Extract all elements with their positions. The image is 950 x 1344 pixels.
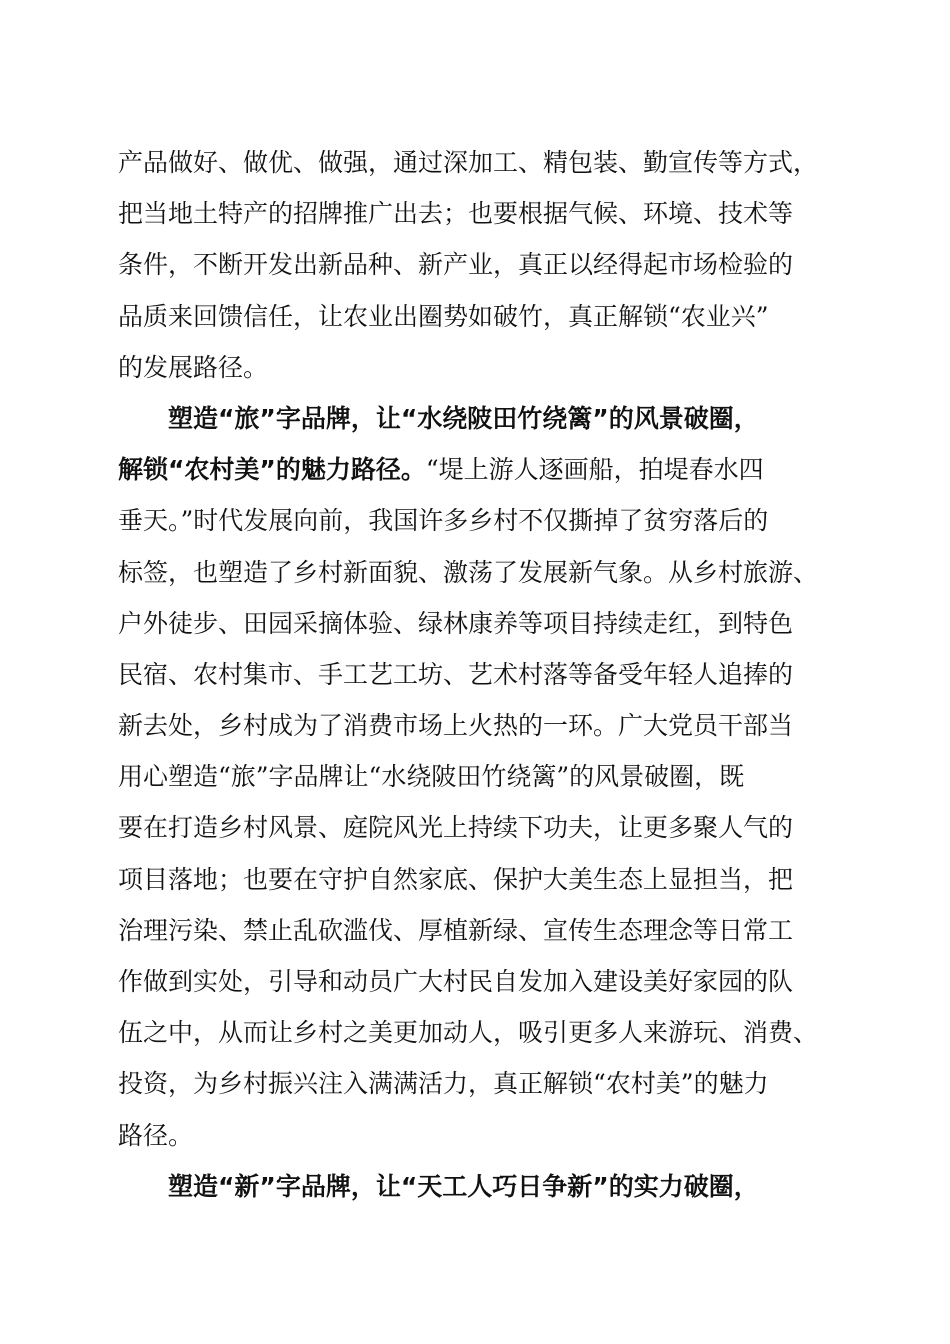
- section-heading-travel: 塑造“旅”字品牌，让“水绕陂田竹绕篱”的风景破圈，: [168, 403, 759, 433]
- paragraph-line: 路径。: [118, 1120, 194, 1150]
- paragraph-line: 用心塑造“旅”字品牌让“水绕陂田竹绕篱”的风景破圈，既: [118, 762, 745, 792]
- paragraph-line: 产品做好、做优、做强，通过深加工、精包装、勤宣传等方式，: [118, 148, 819, 177]
- quote-text: “堤上游人逐画船，拍堤春水四: [425, 455, 764, 485]
- paragraph-line: 新去处，乡村成为了消费市场上火热的一环。广大党员干部当: [118, 711, 794, 741]
- paragraph-line: 的发展路径。: [118, 352, 269, 382]
- paragraph-line: 治理污染、禁止乱砍滥伐、厚植新绿、宣传生态理念等日常工: [118, 915, 794, 945]
- paragraph-line: 投资，为乡村振兴注入满满活力，真正解锁“农村美”的魅力: [118, 1069, 769, 1099]
- paragraph-line: 作做到实处，引导和动员广大村民自发加入建设美好家园的队: [118, 967, 794, 996]
- paragraph-line: 把当地土特产的招牌推广出去；也要根据气候、环境、技术等: [118, 199, 794, 229]
- paragraph-line-mixed: [118, 444, 838, 495]
- paragraph-line: 标签，也塑造了乡村新面貌、激荡了发展新气象。从乡村旅游、: [118, 557, 819, 587]
- section-heading-travel-continued: 解锁“农村美”的魅力路径。: [118, 455, 426, 485]
- paragraph-line: 项目落地；也要在守护自然家底、保护大美生态上显担当，把: [118, 864, 794, 894]
- paragraph-line: 要在打造乡村风景、庭院风光上持续下功夫，让更多聚人气的: [118, 813, 794, 843]
- section-heading-new: 塑造“新”字品牌，让“天工人巧日争新”的实力破圈，: [168, 1171, 759, 1201]
- article-body: [118, 137, 838, 1212]
- paragraph-line: 民宿、农村集市、手工艺工坊、艺术村落等备受年轻人追捧的: [118, 659, 794, 689]
- paragraph-line: 条件，不断开发出新品种、新产业，真正以经得起市场检验的: [118, 250, 794, 280]
- paragraph-line: 垂天。”时代发展向前，我国许多乡村不仅撕掉了贫穷落后的: [118, 506, 769, 536]
- paragraph-line: 品质来回馈信任，让农业出圈势如破竹，真正解锁“农业兴”: [118, 301, 769, 331]
- paragraph-line: 户外徒步、田园采摘体验、绿林康养等项目持续走红，到特色: [118, 608, 794, 638]
- paragraph-line: 伍之中，从而让乡村之美更加动人，吸引更多人来游玩、消费、: [118, 1018, 819, 1048]
